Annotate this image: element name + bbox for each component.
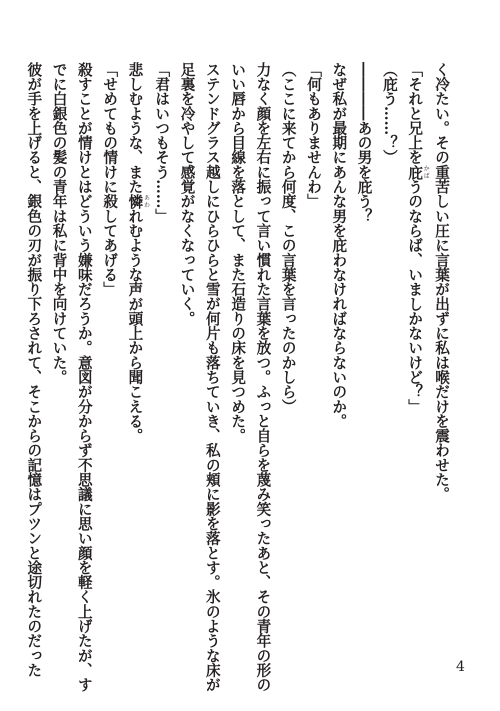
text-line-11: 足裏を冷やして感覚がなくなっていく。 — [178, 62, 196, 326]
text-line-15: 殺すことが情けとはどういう嫌味だろうか。意図が分からず不思議に思い顔を軽く上げたが、す — [75, 62, 93, 692]
text-line-10: ステンドグラス越しにひらひらと雪が何片も落ちていき、私の頬に影を落とす。氷のような床が — [203, 62, 221, 692]
text-line-13: 悲しむような、また憐 あわれむような声が頭上から聞こえる。 — [126, 62, 150, 443]
text-line-9: いい唇から目線を落として、また石造りの床を見つめた。 — [229, 62, 247, 443]
text-line-6: 「何もありませんわ」 — [305, 62, 323, 209]
text-line-17: 彼が手を上げると、銀色の刃が振り下ろされて、そこからの記憶はプツンと途切れたのだった — [25, 62, 43, 678]
text-line-2: 「それと兄上を庇 かばうのならば、いましかないけど？」 — [406, 62, 430, 414]
vertical-text-body — [21, 62, 454, 692]
text-line-3: （庇う……？） — [380, 62, 398, 165]
text-line-16: でに白銀色の髪の青年は私に背中を向けていた。 — [50, 62, 68, 385]
ruby-awaremu: 憐 あわ — [126, 193, 150, 209]
ruby-kabau: 庇 かば — [406, 164, 430, 180]
text-line-5: なぜ私が最期にあんな男を庇わなければならないのか。 — [330, 62, 348, 429]
ruby-reading-awaremu: あわ — [142, 193, 150, 209]
text-line-1: く冷たい。その重苦しい圧に言葉が出ずに私は喉だけを震わせた。 — [433, 62, 450, 502]
text-line-8: 力なく顔を左右に振って言い慣れた言葉を放つ。ふっと自らを蔑み笑ったあと、その青年の形の — [254, 62, 272, 692]
text-line-12: 「君はいつもそう……」 — [153, 62, 171, 224]
page-number: 4 — [456, 659, 465, 675]
text-line-14: 「せめてもの情けに殺してあげる」 — [101, 62, 119, 297]
text-line-7: （ここに来てから何度、この言葉を言ったのかしら） — [279, 62, 297, 414]
text-line-4: ――――あの男を庇う？ — [355, 62, 373, 224]
ruby-reading-kabau: かば — [422, 164, 430, 180]
